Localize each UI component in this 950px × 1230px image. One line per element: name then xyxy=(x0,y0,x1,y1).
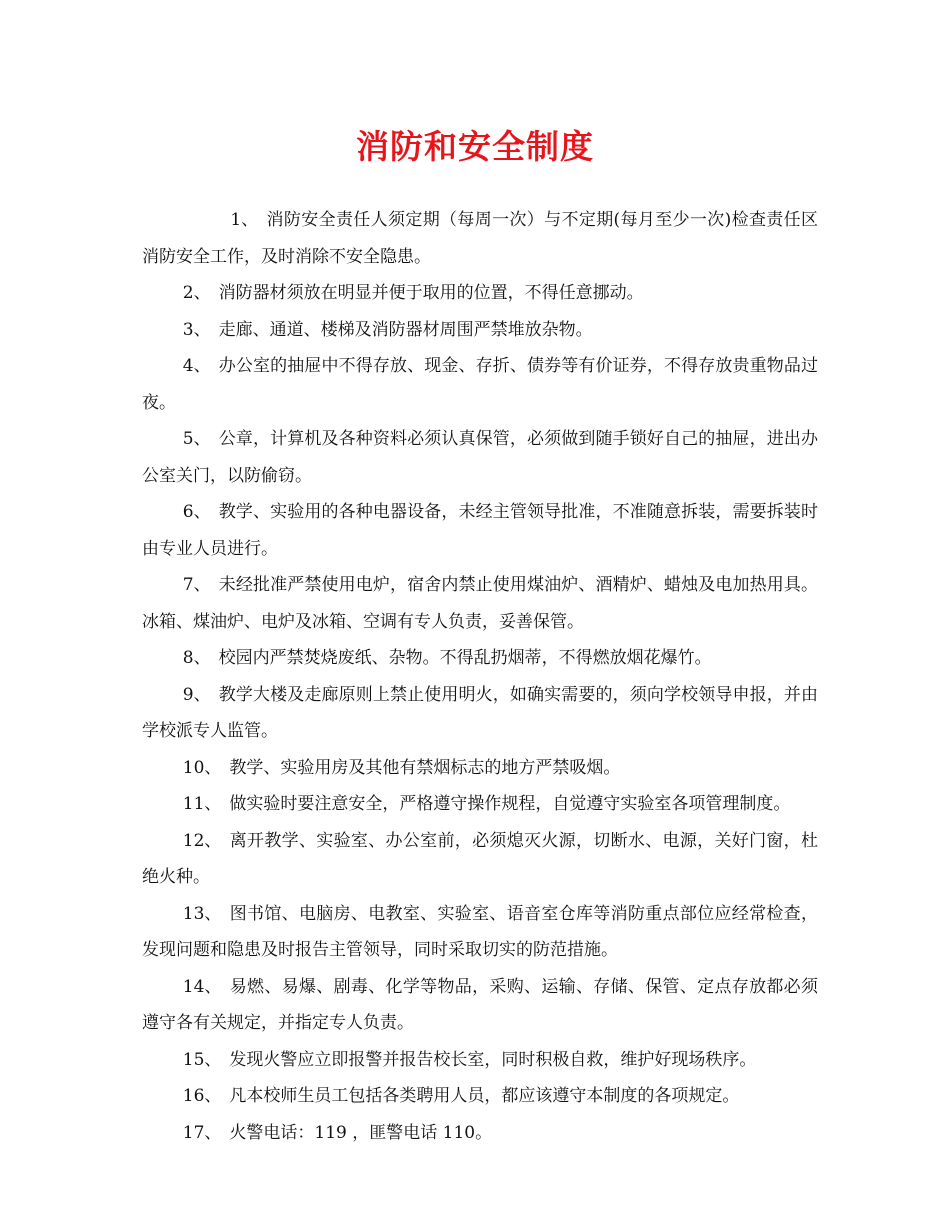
rule-text: 教学大楼及走廊原则上禁止使用明火，如确实需要的，须向学校领导申报，并由学校派专人监管。 xyxy=(142,684,818,741)
rule-number: 1、 xyxy=(230,210,259,230)
rule-item xyxy=(142,896,818,969)
rule-text: 消防安全责任人须定期（每周一次）与不定期(每月至少一次)检查责任区消防安全工作，及时消除不安全隐患。 xyxy=(142,210,818,267)
rule-number: 3、 xyxy=(182,319,211,340)
rule-item xyxy=(142,786,818,823)
rule-text: 校园内严禁焚烧废纸、杂物。不得乱扔烟蒂，不得燃放烟花爆竹。 xyxy=(218,648,712,668)
rule-item xyxy=(142,421,818,494)
rule-text: 办公室的抽屉中不得存放、现金、存折、债券等有价证券，不得存放贵重物品过夜。 xyxy=(142,356,818,413)
rule-text: 凡本校师生员工包括各类聘用人员，都应该遵守本制度的各项规定。 xyxy=(229,1086,740,1106)
rule-item xyxy=(142,1115,818,1152)
rule-number: 4、 xyxy=(182,356,211,376)
rule-text: 公章，计算机及各种资料必须认真保管，必须做到随手锁好自己的抽屉，进出办公室关门，以防偷窃。 xyxy=(142,429,818,486)
rule-item xyxy=(142,1042,818,1079)
rule-text: 火警电话：119 ，匪警电话 110。 xyxy=(229,1122,493,1143)
rule-item xyxy=(142,677,818,750)
rule-item xyxy=(142,750,818,787)
rule-number: 10、 xyxy=(182,757,222,778)
rule-number: 14、 xyxy=(182,976,222,997)
rule-number: 7、 xyxy=(182,575,211,595)
rule-text: 易燃、易爆、剧毒、化学等物品，采购、运输、存储、保管、定点存放都必须遵守各有关规定，并指定专人负责。 xyxy=(142,976,818,1033)
rule-text: 做实验时要注意安全，严格遵守操作规程，自觉遵守实验室各项管理制度。 xyxy=(229,794,791,814)
rule-number: 13、 xyxy=(182,903,222,924)
rule-item xyxy=(142,969,818,1042)
rule-number: 9、 xyxy=(182,684,211,705)
rule-number: 15、 xyxy=(182,1049,222,1070)
rule-number: 8、 xyxy=(182,648,211,668)
rule-number: 12、 xyxy=(182,830,222,851)
rule-text: 走廊、通道、楼梯及消防器材周围严禁堆放杂物。 xyxy=(218,319,593,340)
page-title: 消防和安全制度 xyxy=(356,127,594,166)
rule-text: 发现火警应立即报警并报告校长室，同时积极自救，维护好现场秩序。 xyxy=(229,1049,757,1070)
rule-item xyxy=(142,567,818,640)
rule-number: 17、 xyxy=(182,1122,222,1143)
rule-item xyxy=(142,823,818,896)
rule-text: 教学、实验用的各种电器设备，未经主管领导批准，不准随意拆装，需要拆装时由专业人员进行。 xyxy=(142,502,818,559)
rules-list xyxy=(142,202,818,1151)
rule-item xyxy=(142,312,818,349)
rule-item xyxy=(142,640,818,677)
rule-item xyxy=(142,348,818,421)
rule-item xyxy=(142,1078,818,1115)
rule-number: 2、 xyxy=(182,283,211,303)
rule-number: 5、 xyxy=(182,429,211,449)
rule-number: 6、 xyxy=(182,502,211,522)
rule-text: 教学、实验用房及其他有禁烟标志的地方严禁吸烟。 xyxy=(229,757,621,778)
rule-text: 消防器材须放在明显并便于取用的位置，不得任意挪动。 xyxy=(218,283,644,303)
rule-item xyxy=(142,494,818,567)
rule-item xyxy=(142,275,818,312)
rule-text: 图书馆、电脑房、电教室、实验室、语音室仓库等消防重点部位应经常检查，发现问题和隐患及时报告主管领导，同时采取切实的防范措施。 xyxy=(142,903,818,960)
rule-text: 未经批准严禁使用电炉，宿舍内禁止使用煤油炉、酒精炉、蜡烛及电加热用具。冰箱、煤油炉、电炉及冰箱、空调有专人负责，妥善保管。 xyxy=(142,575,818,632)
rule-text: 离开教学、实验室、办公室前，必须熄灭火源，切断水、电源，关好门窗，杜绝火种。 xyxy=(142,830,818,887)
rule-number: 11、 xyxy=(182,794,222,814)
rule-number: 16、 xyxy=(182,1086,222,1106)
rule-item xyxy=(142,202,818,275)
